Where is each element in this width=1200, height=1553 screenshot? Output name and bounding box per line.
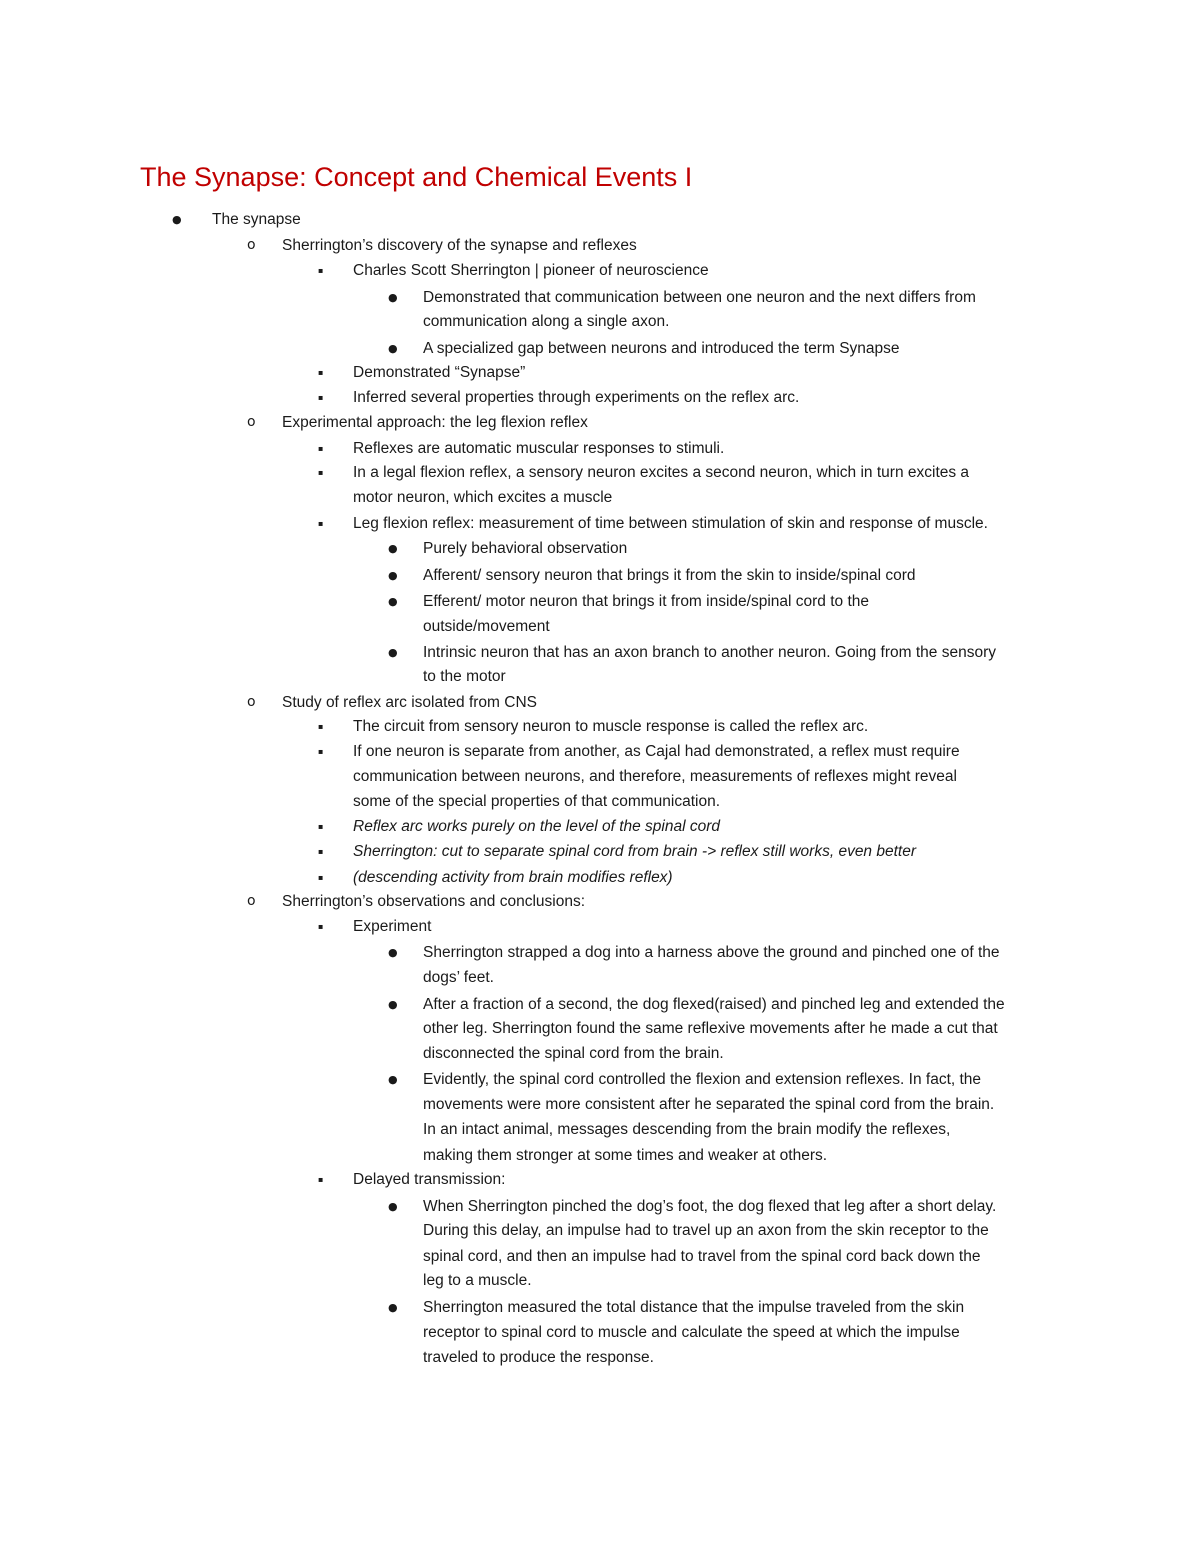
list-item: During this delay, an impulse had to travel up an axon from the skin receptor to the [423, 1222, 989, 1239]
list-item: If one neuron is separate from another, as Cajal had demonstrated, a reflex must require [353, 743, 960, 760]
list-item: receptor to spinal cord to muscle and calculate the speed at which the impulse [423, 1324, 960, 1341]
list-item: When Sherrington pinched the dog’s foot, the dog flexed that leg after a short delay. [423, 1198, 997, 1215]
bullet-marker: ▪ [318, 722, 324, 731]
bullet-marker: ▪ [318, 468, 324, 477]
bullet-marker: ● [388, 1301, 398, 1314]
list-item: communication between neurons, and therefore, measurements of reflexes might reveal [353, 768, 957, 785]
list-item: dogs’ feet. [423, 969, 494, 986]
list-item: making them stronger at some times and weaker at others. [423, 1147, 828, 1164]
list-item: Reflex arc works purely on the level of the spinal cord [353, 818, 721, 835]
list-item: Demonstrated that communication between one neuron and the next differs from [423, 289, 976, 306]
bullet-marker: ▪ [318, 822, 324, 831]
list-item: other leg. Sherrington found the same reflexive movements after he made a cut that [423, 1020, 998, 1037]
bullet-marker: ▪ [318, 393, 324, 402]
list-item: communication along a single axon. [423, 313, 670, 330]
list-item: disconnected the spinal cord from the brain. [423, 1045, 724, 1062]
bullet-marker: ▪ [318, 873, 324, 882]
list-item: traveled to produce the response. [423, 1349, 654, 1366]
bullet-marker: ● [388, 569, 398, 582]
bullet-marker: ● [388, 291, 398, 304]
list-item: outside/movement [423, 618, 550, 635]
list-item: some of the special properties of that communication. [353, 793, 721, 810]
list-item: Delayed transmission: [353, 1171, 506, 1188]
list-item: Sherrington’s discovery of the synapse and reflexes [282, 237, 637, 254]
list-item: Purely behavioral observation [423, 540, 628, 557]
list-item: Demonstrated “Synapse” [353, 364, 526, 381]
list-item: After a fraction of a second, the dog flexed(raised) and pinched leg and extended the [423, 996, 1005, 1013]
bullet-marker: ● [388, 646, 398, 659]
list-item: Sherrington measured the total distance that the impulse traveled from the skin [423, 1299, 965, 1316]
list-item: The synapse [212, 211, 301, 228]
list-item: Afferent/ sensory neuron that brings it from the skin to inside/spinal cord [423, 567, 916, 584]
list-item: Study of reflex arc isolated from CNS [282, 694, 537, 711]
list-item: to the motor [423, 668, 506, 685]
list-item: Evidently, the spinal cord controlled the flexion and extension reflexes. In fact, the [423, 1071, 982, 1088]
bullet-marker: ● [388, 342, 398, 355]
bullet-marker: ▪ [318, 747, 324, 756]
bullet-marker: ● [388, 946, 398, 959]
list-item: Sherrington strapped a dog into a harness above the ground and pinched one of the [423, 944, 1000, 961]
bullet-marker: ▪ [318, 444, 324, 453]
bullet-marker: ● [388, 542, 398, 555]
list-item: Experiment [353, 918, 432, 935]
list-item: Intrinsic neuron that has an axon branch to another neuron. Going from the sensory [423, 644, 996, 661]
list-item: Inferred several properties through experiments on the reflex arc. [353, 389, 800, 406]
bullet-marker: ▪ [318, 847, 324, 856]
bullet-marker: ● [388, 595, 398, 608]
list-item: The circuit from sensory neuron to muscle response is called the reflex arc. [353, 718, 869, 735]
list-item: leg to a muscle. [423, 1272, 532, 1289]
list-item: spinal cord, and then an impulse had to travel from the spinal cord back down the [423, 1248, 981, 1265]
bullet-marker: ▪ [318, 368, 324, 377]
bullet-marker: o [247, 237, 256, 253]
list-item: A specialized gap between neurons and introduced the term Synapse [423, 340, 900, 357]
list-item: Leg flexion reflex: measurement of time between stimulation of skin and response of muscle. [353, 515, 988, 532]
bullet-marker: o [247, 414, 256, 430]
bullet-marker: ▪ [318, 1175, 324, 1184]
list-item: In a legal flexion reflex, a sensory neuron excites a second neuron, which in turn excites a [353, 464, 970, 481]
list-item: Efferent/ motor neuron that brings it from inside/spinal cord to the [423, 593, 870, 610]
list-item: movements were more consistent after he separated the spinal cord from the brain. [423, 1096, 995, 1113]
bullet-marker: ▪ [318, 266, 324, 275]
bullet-marker: ● [388, 998, 398, 1011]
bullet-marker: ▪ [318, 519, 324, 528]
bullet-marker: o [247, 893, 256, 909]
page-title: The Synapse: Concept and Chemical Events I [140, 162, 693, 192]
bullet-marker: ▪ [318, 922, 324, 931]
list-item: Charles Scott Sherrington | pioneer of neuroscience [353, 262, 709, 279]
bullet-marker: o [247, 694, 256, 710]
bullet-marker: ● [388, 1200, 398, 1213]
list-item: Experimental approach: the leg flexion reflex [282, 414, 588, 431]
list-item: Reflexes are automatic muscular responses to stimuli. [353, 440, 725, 457]
list-item: Sherrington’s observations and conclusions: [282, 893, 586, 910]
list-item: In an intact animal, messages descending from the brain modify the reflexes, [423, 1121, 951, 1138]
list-item: motor neuron, which excites a muscle [353, 489, 613, 506]
list-item: (descending activity from brain modifies reflex) [353, 869, 673, 886]
list-item: Sherrington: cut to separate spinal cord from brain -> reflex still works, even better [353, 843, 916, 860]
bullet-marker: ● [172, 213, 182, 226]
bullet-marker: ● [388, 1073, 398, 1086]
